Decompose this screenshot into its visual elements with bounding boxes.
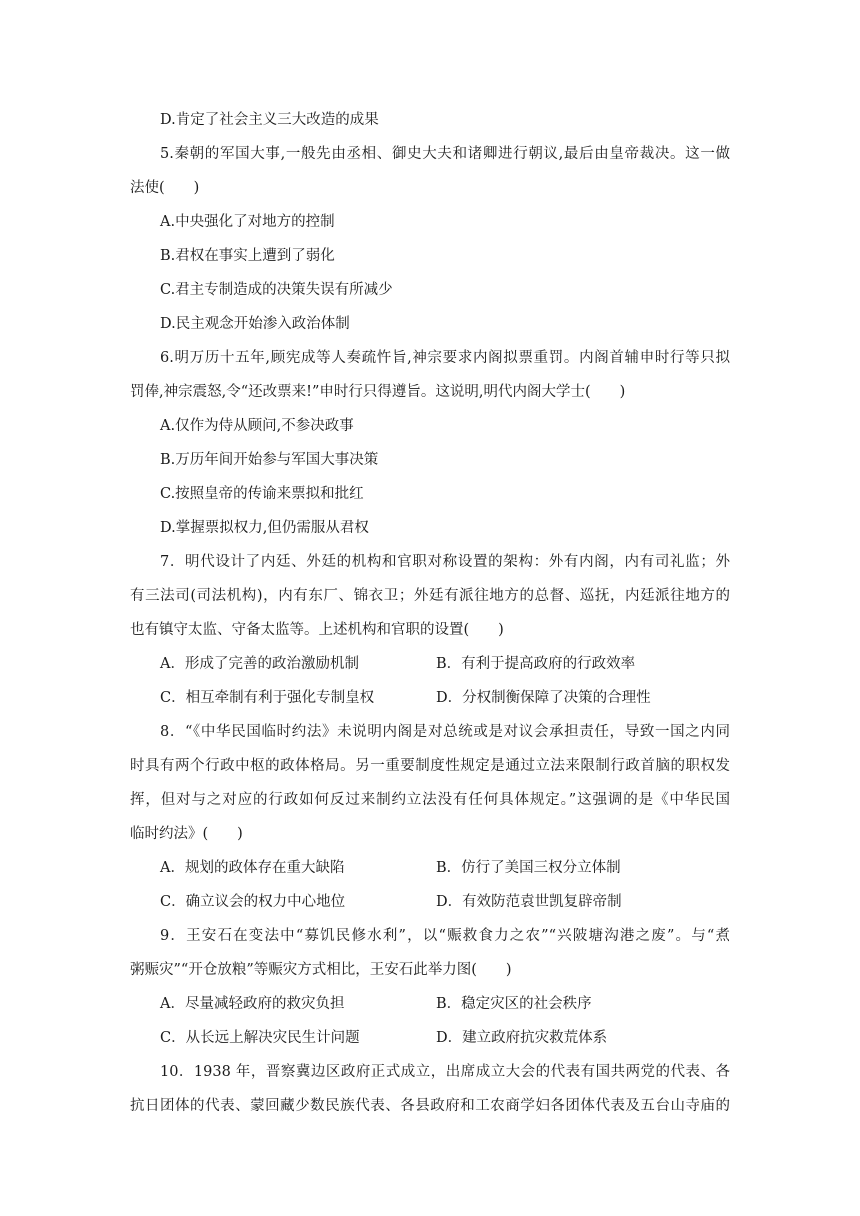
q7-stem-line-1: 7．明代设计了内廷、外廷的机构和官职对称设置的架构：外有内阁，内有司礼监；外 [160,554,730,570]
q8-option-c: C．确立议会的权力中心地位 [160,894,346,910]
q9-option-c: C．从长远上解决灾民生计问题 [160,1030,360,1046]
q5-stem-line-2: 法使( ) [130,180,200,196]
q10-stem-line-1: 10．1938 年，晋察冀边区政府正式成立，出席成立大会的代表有国共两党的代表、各 [160,1064,730,1080]
q9-option-d: D．建立政府抗灾救荒体系 [436,1030,608,1046]
q9-option-a: A．尽量减轻政府的救灾负担 [160,996,345,1012]
q7-stem-line-2: 有三法司(司法机构)，内有东厂、锦衣卫；外廷有派往地方的总督、巡抚，内廷派往地方的 [130,588,730,604]
q6-stem-line-1: 6.明万历十五年,顾宪成等人奏疏忤旨,神宗要求内阁拟票重罚。内阁首辅申时行等只拟 [160,350,730,366]
q8-option-b: B．仿行了美国三权分立体制 [436,860,621,876]
q8-option-a: A．规划的政体存在重大缺陷 [160,860,345,876]
q5-option-a: A.中央强化了对地方的控制 [160,214,335,230]
q10-stem-line-2: 抗日团体的代表、蒙回藏少数民族代表、各县政府和工农商学妇各团体代表及五台山寺庙的 [130,1098,730,1114]
q7-option-c: C．相互牵制有利于强化专制皇权 [160,690,375,706]
q8-stem-line-1: 8．“《中华民国临时约法》未说明内阁是对总统或是对议会承担责任，导致一国之内同 [160,724,730,740]
q5-stem-line-1: 5.秦朝的军国大事,一般先由丞相、御史大夫和诸卿进行朝议,最后由皇帝裁决。这一做 [160,146,730,162]
q8-option-d: D．有效防范袁世凯复辟帝制 [436,894,622,910]
q5-option-c: C.君主专制造成的决策失误有所减少 [160,282,393,298]
q8-stem-line-2: 时具有两个行政中枢的政体格局。另一重要制度性规定是通过立法来限制行政首脑的职权发 [130,758,730,774]
q6-option-b: B.万历年间开始参与军国大事决策 [160,452,379,468]
q9-option-b: B．稳定灾区的社会秩序 [436,996,592,1012]
q5-option-d: D.民主观念开始渗入政治体制 [160,316,350,332]
q5-option-b: B.君权在事实上遭到了弱化 [160,248,335,264]
q6-stem-line-2: 罚俸,神宗震怒,令“还改票来!”申时行只得遵旨。这说明,明代内阁大学士( ) [130,384,626,400]
q7-stem-line-3: 也有镇守太监、守备太监等。上述机构和官职的设置( ) [130,622,504,638]
q9-stem-line-2: 粥赈灾”“开仓放粮”等赈灾方式相比，王安石此举力图( ) [130,962,512,978]
q4-option-d: D.肯定了社会主义三大改造的成果 [160,112,379,128]
q6-option-d: D.掌握票拟权力,但仍需服从君权 [160,520,369,536]
q7-option-a: A．形成了完善的政治激励机制 [160,656,359,672]
q8-stem-line-3: 挥，但对与之对应的行政如何反过来制约立法没有任何具体规定。”这强调的是《中华民国 [130,792,730,808]
q7-option-b: B．有利于提高政府的行政效率 [436,656,636,672]
q7-option-d: D．分权制衡保障了决策的合理性 [436,690,651,706]
q9-stem-line-1: 9．王安石在变法中“募饥民修水利”，以“赈救食力之农”“兴陂塘沟港之废”。与“煮 [160,928,730,944]
q6-option-a: A.仅作为侍从顾问,不参决政事 [160,418,354,434]
q8-stem-line-4: 临时约法》( ) [130,826,243,842]
q6-option-c: C.按照皇帝的传谕来票拟和批红 [160,486,364,502]
